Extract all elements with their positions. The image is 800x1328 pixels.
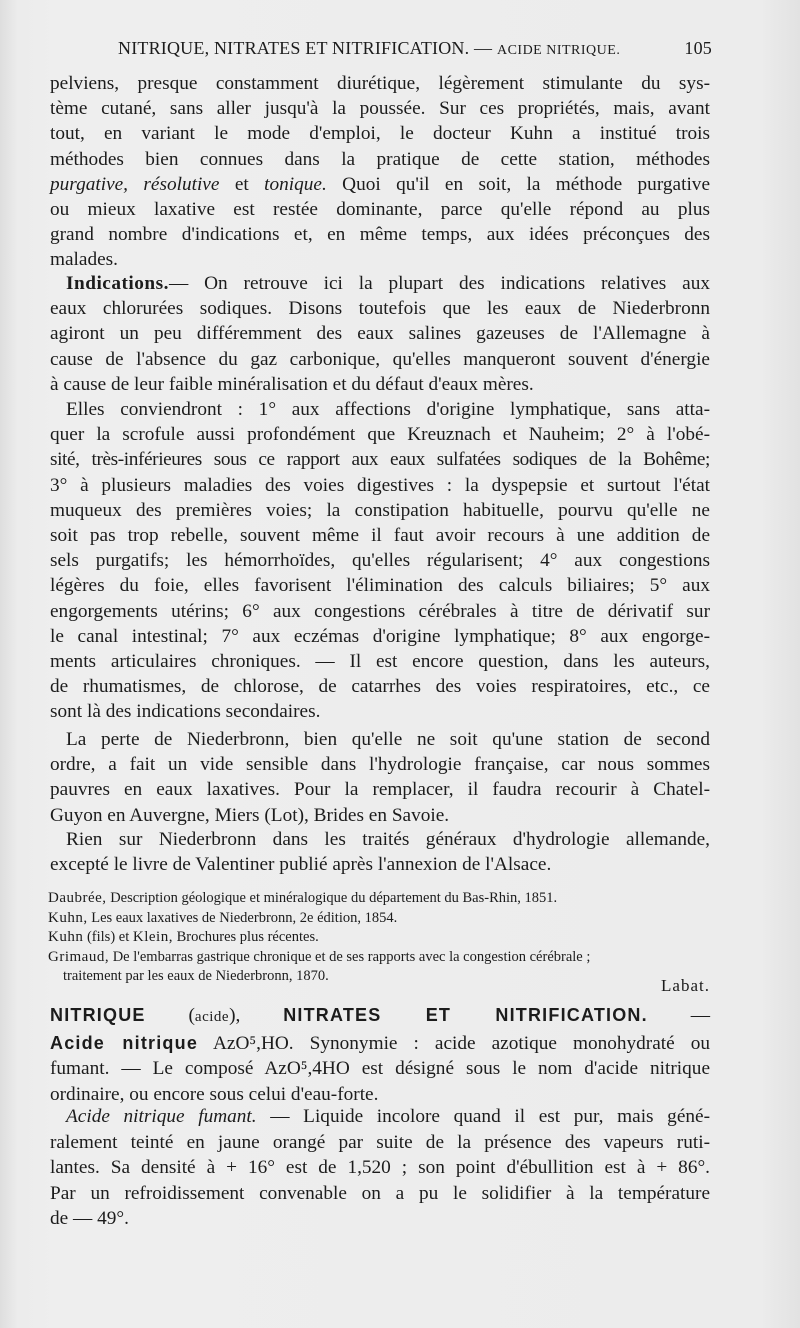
bib-author: Kuhn, — [48, 909, 88, 926]
text-line: grand nombre d'indications et, en même temps, aux idées préconçues des — [50, 224, 710, 246]
text-line-last: de — 49°. — [50, 1208, 129, 1229]
author-signature: Labat. — [661, 976, 710, 995]
running-header — [118, 38, 712, 68]
bibliography-entry-continuation: traitement par les eaux de Niederbronn, 1870. — [63, 968, 329, 984]
italic-lead: Acide nitrique fumant. — [66, 1106, 257, 1127]
text-line: tème cutané, sans aller jusqu'à la poussée. Sur ces propriétés, mais, avant — [50, 98, 710, 120]
text-line-first: Elles conviendront : 1° aux affections d'origine lymphatique, sans atta- — [66, 399, 710, 420]
italic-term: résolutive — [143, 173, 220, 195]
header-title: NITRIQUE, NITRATES ET NITRIFICATION. — [118, 38, 470, 58]
text-line: tout, en variant le mode d'emploi, le docteur Kuhn a institué trois — [50, 123, 710, 145]
text-line-first — [50, 1104, 710, 1130]
header-section: ACIDE NITRIQUE. — [496, 43, 621, 58]
text-line — [50, 1031, 710, 1057]
text-line-first: La perte de Niederbronn, bien qu'elle ne soit qu'une station de second — [66, 729, 710, 750]
bib-text: Les eaux laxatives de Niederbronn, 2e édition, 1854. — [91, 909, 398, 926]
text-line-last: à cause de leur faible minéralisation et du défaut d'eaux mères. — [50, 373, 534, 395]
text-line: pauvres en eaux laxatives. Pour la remplacer, il faudra recourir à Chatel- — [50, 779, 710, 801]
bib-author: Kuhn — [48, 929, 84, 945]
text-line: cause de l'absence du gaz carbonique, qu'elles manqueront souvent d'énergie — [50, 348, 710, 370]
text-line-last: malades. — [50, 249, 118, 271]
text-line: ou mieux laxative est restée dominante, parce qu'elle répond au plus — [50, 199, 710, 221]
bib-author: Daubrée, — [48, 890, 107, 906]
text-line-last: excepté le livre de Valentiner publié après l'annexion de l'Alsace. — [50, 854, 552, 876]
bib-text: (fils) et — [86, 929, 130, 945]
text-line: ordre, a fait un vide sensible dans l'hydrologie française, car nous sommes — [50, 754, 710, 776]
text-line: Par un refroidissement convenable on a pu le solidifier à la température — [50, 1182, 710, 1204]
text-line-last: Guyon en Auvergne, Miers (Lot), Brides en Savoie. — [50, 804, 450, 826]
bib-text: Brochures plus récentes. — [176, 929, 319, 945]
text-line: pelviens, presque constamment diurétique, légèrement stimulante du sys- — [50, 73, 710, 94]
subtitle-acide-nitrique: Acide nitrique — [50, 1032, 199, 1053]
paragraph-acide-fumant — [50, 1104, 710, 1232]
text-line-methods — [50, 172, 710, 197]
text-line-first: Rien sur Niederbronn dans les traités généraux d'hydrologie allemande, — [66, 829, 710, 850]
bibliography — [48, 889, 710, 987]
bib-author: Grimaud, — [48, 948, 110, 965]
text-line: 3° à plusieurs maladies des voies digestives : la dyspepsie et surtout l'état — [50, 474, 710, 496]
text-line: lantes. Sa densité à + 16° est de 1,520 ; son point d'ébullition est à + 86°. — [50, 1157, 710, 1178]
text-line: méthodes bien connues dans la pratique de cette station, méthodes — [50, 148, 710, 170]
paragraph-conviendront — [50, 397, 710, 725]
text-line: le canal intestinal; 7° aux eczémas d'origine lymphatique; 8° aux engorge- — [50, 625, 710, 647]
text-line-first — [50, 271, 710, 296]
italic-term: tonique. — [264, 173, 327, 195]
bibliography-entry — [48, 909, 710, 929]
text-line-last: sont là des indications secondaires. — [50, 701, 321, 723]
title-comma: , — [235, 1005, 241, 1026]
text-run: AzO⁵,HO. Synonymie : acide azotique monohydraté ou — [213, 1032, 710, 1054]
text-line: de rhumatismes, de chlorose, de catarrhes des voies respiratoires, etc., ce — [50, 676, 710, 698]
article-title: NITRIQUE — [50, 1005, 146, 1025]
text-line: sité, très-inférieures sous ce rapport aux eaux sulfatées sodiques de la Bohême; — [50, 449, 710, 471]
bib-author: Klein, — [132, 929, 173, 945]
text-line: fumant. — Le composé AzO⁵,4HO est désigné sous le nom d'acide nitrique — [50, 1058, 710, 1079]
paragraph-rien — [50, 827, 710, 877]
title-dash: — — [690, 1005, 711, 1026]
bibliography-entry — [48, 928, 710, 948]
text-line: quer la scrofule aussi profondément que Kreuznach et Nauheim; 2° à l'obé- — [50, 424, 710, 446]
paragraph-methods — [50, 71, 710, 273]
article-heading-nitrique — [50, 1003, 710, 1107]
header-dash: — — [474, 38, 493, 58]
bibliography-entry — [48, 889, 710, 909]
paragraph-indications — [50, 271, 710, 397]
text-run: — On retrouve ici la plupart des indications relatives aux — [168, 273, 710, 294]
conjunction: et — [234, 173, 249, 195]
page-number: 105 — [684, 38, 712, 58]
title-paren: ) — [229, 1005, 236, 1026]
text-line: ralement teinté en jaune orangé par suite de la présence des vapeurs ruti- — [50, 1131, 710, 1153]
bib-text: Description géologique et minéralogique du département du Bas-Rhin, 1851. — [110, 890, 558, 906]
text-line-last: ordinaire, ou encore sous celui d'eau-forte. — [50, 1083, 379, 1105]
header-title-group — [118, 38, 620, 59]
bibliography-entry — [48, 948, 710, 968]
text-line: muqueux des premières voies; la constipation habituelle, pourvu qu'elle ne — [50, 499, 710, 521]
text-line: agiront un peu différemment des eaux salines gazeuses de l'Allemagne à — [50, 323, 710, 345]
title-paren: ( — [188, 1005, 195, 1026]
paragraph-perte — [50, 727, 710, 828]
run-in-heading: Indications. — [66, 273, 169, 294]
text-line: soit pas trop rebelle, souvent même il faut avoir recours à une addition de — [50, 525, 710, 547]
text-line: ments articulaires chroniques. — Il est encore question, dans les auteurs, — [50, 651, 710, 673]
text-line: légères du foie, elles favorisent l'élimination des calculs biliaires; 5° aux — [50, 575, 710, 597]
title-acide: acide — [194, 1009, 230, 1025]
text-run: — Liquide incolore quand il est pur, mais géné- — [256, 1106, 711, 1127]
article-title-2: NITRATES ET NITRIFICATION. — [283, 1005, 648, 1025]
article-title-line — [50, 1003, 710, 1031]
italic-term: purgative, — [50, 173, 129, 195]
text-run: Quoi qu'il en soit, la méthode purgative — [342, 173, 711, 195]
text-line: sels purgatifs; les hémorrhoïdes, qu'elles régularisent; 4° aux congestions — [50, 550, 710, 572]
bib-text: De l'embarras gastrique chronique et de ses rapports avec la congestion cérébrale ; — [112, 948, 591, 965]
text-line: engorgements utérins; 6° aux congestions cérébrales à titre de dérivatif sur — [50, 600, 710, 622]
text-line: eaux chlorurées sodiques. Disons toutefois que les eaux de Niederbronn — [50, 298, 710, 320]
